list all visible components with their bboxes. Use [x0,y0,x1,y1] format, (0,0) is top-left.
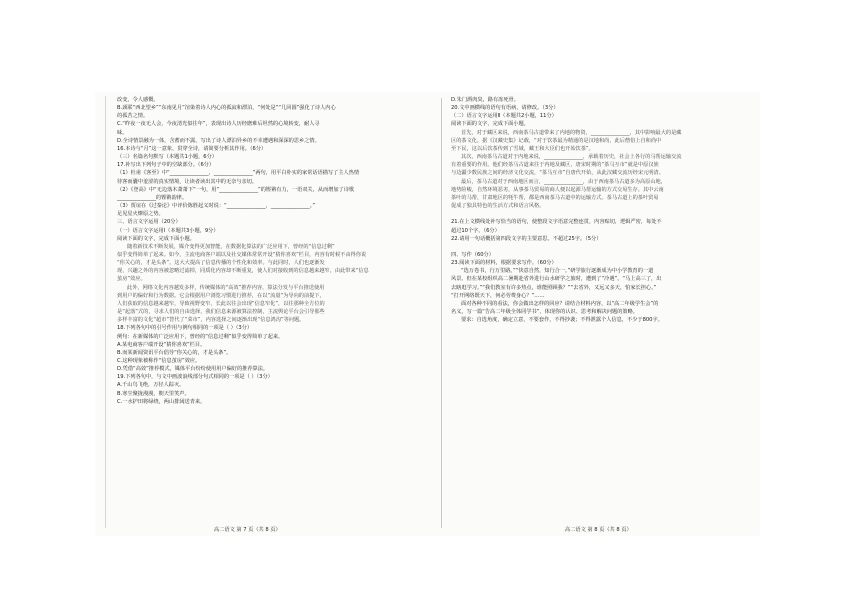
passage-line: 此外，网络文化内容越发多样，传统媒体的“高效”推荐内容，算法分发与平台推送使用 [127,284,325,291]
passage-line: 似乎变得简单了起来。如今，主流电商客户端以及社交媒体常常开设“猜你喜欢”栏目，内容有时候不由得你说 [117,251,367,258]
text-line: _______________的铿锵韵律。 [117,194,188,201]
material-line: 风景。但在某校组织高二暑期赴省外进行山水研学之旅时，遭到了“冷遇”。“马上高三了，出 [451,276,662,283]
page-7-footer: 高二语文 第 7 页（共 8 页） [214,527,281,533]
passage-line: “你关心的，才是头条”。这大大提高了信息传播的个性化和效率。与此同时，人们也逐渐发 [117,260,325,267]
passage-line: 地势险峻，自然环境恶劣，从事茶马贸易的商人便以起源马帮运输的方式交易生存。其中云南 [451,186,664,193]
passage-line: 是“起落”式的，寻求人们的自由选择，我们信息来源被算法控制，主流舆论平台会引导那些 [117,309,325,316]
text-line: D.全诗情景融为一体，含蓄而不露，写出了诗人漂泊异乡的不幸遭遇和深深的思乡之情。 [117,137,320,144]
page-8-column [451,96,773,324]
subsection-heading: （二）语言文字运用Ⅱ（本题共2小题，11分） [451,113,557,120]
text-line: 待客而囊中羞涩的真实情境，让读者读出其中的无奈与亲切。 [117,178,258,185]
material-line: “打开网络既天下，何必劳费身心？”…… [451,292,545,299]
text-line: （3）贾谊在《过秦论》中评价陈胜起义时说：“_______________，_______________。” [117,203,316,210]
material-line: 去瞎逛学习。”“我们教室有许多热点，谁能照顾我？”“去省外，又远又多天，怕家长担心。” [451,284,657,291]
text-line: 味。 [117,129,128,136]
section-heading: （三）名篇名句默写（本题共1小题，6分） [117,154,217,161]
text-line: 足见星火燎原之势。 [117,211,164,218]
passage-line: 其次，西南茶马古道对于内地来说，_______________，承载着历史，社会上各行的马帮运输交流 [461,154,682,161]
page-8-footer: 高二语文 第 8 页（共 8 页） [565,527,632,533]
option-line: B.寒尘聚拢漫漫，朝天里笑声。 [117,390,190,397]
option-line: D.凭借“高效”推荐模式，媒体平台纷纷使用用户偏好的推荐算法。 [117,366,269,373]
question-18: 18.下列各句中的引号作用与例句相同的一项是（ ）（3分） [117,325,253,332]
passage-line: 区的茶文化。据《汉藏史集》记载，“对于饮茶最为精通的是汉地和尚，此后僧俗上自和尚中 [451,137,662,144]
subsection-heading: （一）语言文字运用Ⅰ（本题共3小题，9分） [117,227,219,234]
passage-line: 至下民，这以后饮茶传到了雪域，藏王和大臣们也开始饮茶”。 [451,145,594,152]
question-20: 20.文中画横线的语句有语病，请修改。（3分） [451,105,559,112]
text-line: （2）《登高》中“无边落木萧萧下”一句，用“_______________”的铿锵有力，一语双关，从而增加了诗歌 [117,186,355,193]
question-21: 21.在上文横线处补写恰当的语句，使整段文字语意完整连贯，内容贴切，逻辑严密，每处不 [451,219,662,226]
page-7-column [117,96,439,406]
passage-line: 茧房”效应。 [117,276,146,283]
text-line: 改变，令人感慨。 [117,97,159,103]
option-line: C.一水护田将绿绕，两山排闼送青来。 [117,398,206,405]
passage-line: 随着新技术不断发展，媒介变得更加智能，在数据化算法的广泛应用下，曾经的“信息过剩” [127,243,335,250]
task-line: 面对各种不同的看法，你会做出怎样的回应？请结合材料内容，以“高二年级学生会”的 [461,300,659,307]
question-22: 22.请用一句话概括第四段文字的主要意思。不超过25字。（5分） [451,235,602,242]
passage-line: 现，兴趣之外的内容被忽略过滤掉，同质化内容却不断重复，使人们对接收到的信息越来越窄，由此带来“信息 [117,268,369,275]
text-line: B.颈联“西北望乡”“东南见月”渲染着诗人内心的孤寂和漂泊，“何处是”“几回圆”强化了诗人内心 [117,105,336,112]
scan-fold-edge [105,96,106,528]
passage-line: 首先，对于藏区来说，西南茶马古道带来了内地的物资，_______________，其中影响最大的是藏 [461,129,682,136]
option-line: B.而某新闻资讯平台倡导“你关心的，才是头条”。 [117,349,232,356]
question-16: 16.本诗与“月”这一意象，贯穿全诗，请简要分析其作用。（6分） [117,145,267,152]
section-heading: 四、写作（60分） [451,251,494,258]
passage-line: 有着重要的作用。他们经茶马古道来往于内地及藏区，唐宋时期的“茶马互市”就是中原汉族 [451,162,659,169]
text-line: （1）杜甫《客至》中“_______________，_______________”两句，用平白朴实的家常话语描写了主人热情 [117,170,360,177]
reading-prompt: 阅读下面的文字，完成下面小题。 [451,121,529,128]
question-18-example: 例句：在新媒体的广泛应用下，曾经的“信息过剩”似乎变得简单了起来。 [117,333,284,340]
option-line: C.这种现象被称作“信息茧房”效应。 [117,358,201,364]
question-17: 17.补写出下列句子中的空缺部分。（6分） [117,162,215,169]
text-line: 的孤苦之情。 [117,113,149,120]
passage-line: 茶叶的马帮，甘肃地区的牦牛帮，都是西南茶马古道中的运输方式。茶马古道上的茶叶贸易 [451,194,659,201]
task-line: 名义，写一篇“告高二年级全体同学书”，体现你的认识、思考和解决问题的策略。 [451,309,638,316]
passage-line: 与边疆少数民族之间的经济文化交流，“茶马互市”自唐代开始，从此汉藏交流历经宋元明清。 [451,170,664,177]
option-line: A.某电商客户端开设“猜你喜欢”栏目。 [117,341,206,348]
option-line: D.朱门酒肉臭，路有冻死骨。 [451,97,519,103]
passage-line: 促成了独具特色的生活方式和语言风格。 [451,203,545,210]
question-21-cont: 超过10个字。（6分） [451,227,500,234]
question-23: 23.阅读下面的材料，根据要求写作。（60分） [451,260,557,267]
reading-prompt: 阅读下面的文字，完成下面小题。 [117,235,195,242]
passage-line: 人们获取的信息越来越窄，导致视野变窄，长此以往会出现“信息窄化”，以往那种全方位的 [117,300,325,307]
passage-line: 最后，茶马古道对于西南地区而言，_______________，由于西南茶马古道多为高原山地， [461,178,666,185]
material-line: “选万卷书，行万里路。”“快意自然，知行合一。”研学旅行逐渐成为中小学教育的一道 [461,268,654,275]
option-line: A.千山鸟飞绝，万径人踪灭。 [117,382,185,389]
passage-line: 到用户的偏好和行为数据。它会根据用户浏览习惯进行推荐，在以“流量”为导向的前提下， [117,292,325,299]
text-line: C.“昨夜一夜无人会，今夜清光似往年”，表现出诗人历经磨难后坦然的心境转变，耐人寻 [117,121,320,128]
requirements-line: 要求：自选角度，确定立意，不要套作，不得抄袭；不得泄露个人信息，不少于800字。 [461,317,663,324]
section-heading: 三、语言文字运用（20分） [117,219,181,226]
passage-line: 多样丰富的文化“超市”替代了“菜市”，内容选择之间逐渐出现“信息鸿沟”等问题。 [117,317,305,324]
page-divider [441,98,442,528]
question-19: 19.下列各句中，与文中画波浪线部分句式相同的一项是（ ）（3分） [117,374,273,381]
